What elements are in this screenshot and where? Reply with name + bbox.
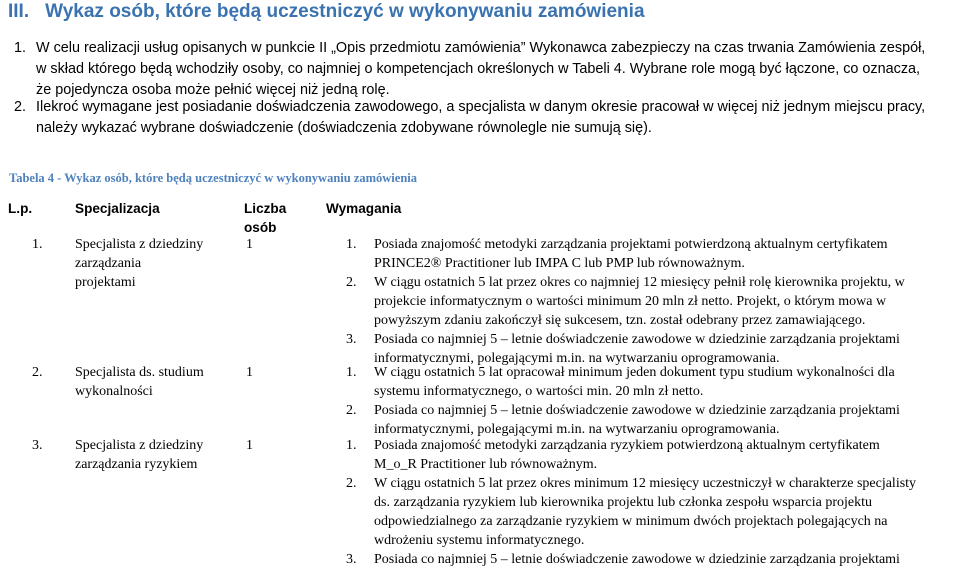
header-liczba: Liczba <box>244 201 287 216</box>
paragraph-line: że pojedyncza osoba może pełnić więcej niż jedną rolę. <box>36 82 390 98</box>
requirement-number: 1. <box>346 365 357 380</box>
requirement-line: W ciągu ostatnich 5 lat przez okres co najmniej 12 miesięcy pełnił rolę kierownika projektu, w <box>374 275 905 290</box>
row-3-lp: 3. <box>32 438 43 453</box>
paragraph-line: należy wykazać wybrane doświadczenie (doświadczenia zdobywane równolegle nie sumują się). <box>36 120 652 136</box>
requirement-line: Posiada co najmniej 5 – letnie doświadczenie zawodowe w dziedzinie zarządzania projektami <box>374 403 900 418</box>
requirement-number: 1. <box>346 438 357 453</box>
spec-line: zarządzania ryzykiem <box>75 457 198 472</box>
row-3-count: 1 <box>246 438 253 453</box>
paragraph-line: Ilekroć wymagane jest posiadanie doświadczenia zawodowego, a specjalista w danym okresie pracował w więcej niż jednym miejscu pracy, <box>36 99 926 115</box>
requirement-line: W ciągu ostatnich 5 lat opracował minimum jeden dokument typu studium wykonalności dla <box>374 365 895 380</box>
section-title: Wykaz osób, które będą uczestniczyć w wykonywaniu zamówienia <box>45 1 645 22</box>
section-number: III. <box>8 1 30 22</box>
paragraph-number: 2. <box>14 99 27 115</box>
requirement-line: Posiada znajomość metodyki zarządzania projektami potwierdzoną aktualnym certyfikatem <box>374 237 888 252</box>
requirement-number: 3. <box>346 332 357 347</box>
requirement-number: 2. <box>346 403 357 418</box>
requirement-line: odpowiedzialnego za zarządzanie ryzykiem w minimum dwóch projektach polegających na <box>374 514 888 529</box>
row-3-requirements <box>322 436 958 569</box>
header-lp: L.p. <box>8 201 33 216</box>
requirement-item <box>322 436 958 474</box>
paragraph-line: w skład którego będą wchodziły osoby, co najmniej o kompetencjach określonych w Tabeli 4. Wybrane role mogą być łączone, co oznacza, <box>36 61 921 77</box>
paragraph-text <box>14 38 954 101</box>
requirement-line: systemu informatycznego, o wartości min. 20 mln zł netto. <box>374 384 704 399</box>
requirement-line: informatycznymi, polegającymi m.in. na wytwarzaniu oprogramowania. <box>374 422 780 437</box>
requirement-item <box>322 363 958 401</box>
row-1-specjalizacja <box>75 235 203 292</box>
requirement-line: wdrożeniu systemu informatycznego. <box>374 533 585 548</box>
spec-line: wykonalności <box>75 384 153 399</box>
requirement-item <box>322 273 958 330</box>
requirement-line: W ciągu ostatnich 5 lat przez okres minimum 12 miesięcy uczestniczył w charakterze specjalisty <box>374 476 917 491</box>
row-2-specjalizacja <box>75 363 204 401</box>
requirement-line: projekcie informatycznym o wartości minimum 20 mln zł netto. Projekt, o którym mowa w <box>374 294 887 309</box>
requirement-line: Posiada znajomość metodyki zarządzania ryzykiem potwierdzoną aktualnym certyfikatem <box>374 438 880 453</box>
requirement-line: PRINCE2® Practitioner lub IMPA C lub PMP lub równoważnym. <box>374 256 745 271</box>
row-2-requirements <box>322 363 958 439</box>
row-1-requirements <box>322 235 958 368</box>
row-1-lp: 1. <box>32 237 43 252</box>
paragraph-number: 1. <box>14 40 27 56</box>
requirement-item <box>322 474 958 550</box>
requirement-number: 2. <box>346 275 357 290</box>
header-osob: osób <box>244 220 277 235</box>
requirement-number: 1. <box>346 237 357 252</box>
spec-line: Specjalista z dziedziny <box>75 438 204 453</box>
requirement-line: ds. zarządzania ryzykiem lub kierownika projektu lub członka zespołu wsparcia projektu <box>374 495 872 510</box>
section-heading <box>8 0 645 24</box>
row-2-count: 1 <box>246 365 253 380</box>
header-wymagania: Wymagania <box>326 201 402 216</box>
requirement-item <box>322 235 958 273</box>
spec-line: projektami <box>75 275 136 290</box>
spec-line: zarządzania <box>75 256 142 271</box>
spec-line: Specjalista ds. studium <box>75 365 204 380</box>
requirement-line: M_o_R Practitioner lub równoważnym. <box>374 457 598 472</box>
paragraph-1 <box>14 38 954 101</box>
requirement-number: 3. <box>346 552 357 567</box>
requirement-number: 2. <box>346 476 357 491</box>
requirement-line: Posiada co najmniej 5 – letnie doświadczenie zawodowe w dziedzinie zarządzania projektami <box>374 552 900 567</box>
spec-line: Specjalista z dziedziny <box>75 237 204 252</box>
header-specjalizacja: Specjalizacja <box>75 201 160 216</box>
row-1-count: 1 <box>246 237 253 252</box>
requirement-line: informatycznymi, polegającymi m.in. na wytwarzaniu oprogramowania. <box>374 351 780 366</box>
requirement-line: Posiada co najmniej 5 – letnie doświadczenie zawodowe w dziedzinie zarządzania projektami <box>374 332 900 347</box>
row-3-specjalizacja <box>75 436 203 474</box>
requirement-line: powyższym zdaniu zakończył się sukcesem, tzn. został odebrany przez zamawiającego. <box>374 313 866 328</box>
requirement-item <box>322 401 958 439</box>
table-caption: Tabela 4 - Wykaz osób, które będą uczestniczyć w wykonywaniu zamówienia <box>9 171 418 185</box>
paragraph-line: W celu realizacji usług opisanych w punkcie II „Opis przedmiotu zamówienia” Wykonawca zabezpieczy na czas trwania Zamówienia zespół, <box>36 40 926 56</box>
row-2-lp: 2. <box>32 365 43 380</box>
paragraph-2 <box>14 97 954 139</box>
requirement-item <box>322 550 958 569</box>
paragraph-text <box>14 97 954 139</box>
